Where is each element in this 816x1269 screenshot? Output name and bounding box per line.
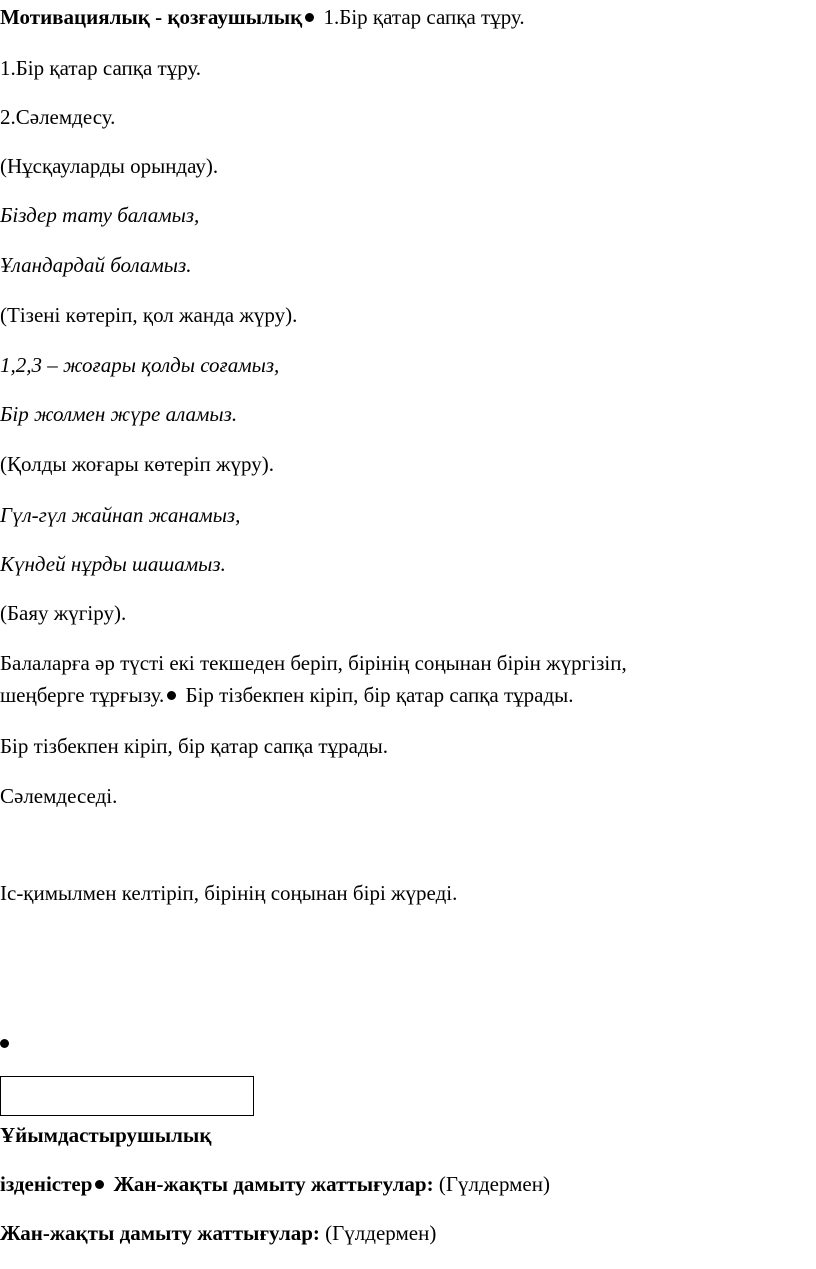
poem-line: Гүл-гүл жайнап жанамыз, xyxy=(0,503,241,527)
bullet-icon xyxy=(167,691,176,700)
standalone-bullet xyxy=(0,1030,13,1056)
text-line: (Тізені көтеріп, қол жанда жүру). xyxy=(0,303,298,327)
text-segment: Бір тізбекпен кіріп, бір қатар сапқа тұрады. xyxy=(185,683,574,707)
exercise-title: Жан-жақты дамыту жаттығулар: xyxy=(0,1221,320,1245)
poem-line: Күндей нұрды шашамыз. xyxy=(0,552,226,576)
text-line: 1.Бір қатар сапқа тұру. xyxy=(0,56,202,80)
section-title-organizational: Ұйымдастырушылық xyxy=(0,1123,212,1147)
text-line xyxy=(0,1171,550,1197)
poem-line: Біздер тату баламыз, xyxy=(0,203,200,227)
bullet-icon xyxy=(95,1180,104,1189)
text-line: Балаларға әр түсті екі текшеден беріп, бірінің соңынан бірін жүргізіп, xyxy=(0,651,627,675)
exercise-note: (Гүлдермен) xyxy=(438,1172,550,1196)
text-line: 2.Сәлемдесу. xyxy=(0,105,116,129)
exercise-title: Жан-жақты дамыту жаттығулар: xyxy=(113,1172,434,1196)
section-title-motivation: Мотивациялық - қозғаушылық xyxy=(0,5,303,29)
poem-line: 1,2,3 – жоғары қолды соғамыз, xyxy=(0,353,280,377)
section-title-search: ізденістер xyxy=(0,1172,93,1196)
text-line xyxy=(0,1220,436,1246)
text-line: 1.Бір қатар сапқа тұру. xyxy=(323,5,525,29)
poem-line: Бір жолмен жүре аламыз. xyxy=(0,402,238,426)
text-line xyxy=(0,682,574,708)
poem-line: Ұландардай боламыз. xyxy=(0,253,192,277)
text-line: Іс-қимылмен келтіріп, бірінің соңынан бірі жүреді. xyxy=(0,881,458,905)
text-line: (Нұсқауларды орындау). xyxy=(0,154,219,178)
text-segment: шеңберге тұрғызу. xyxy=(0,683,165,707)
empty-frame xyxy=(0,1076,254,1116)
text-line: (Қолды жоғары көтеріп жүру). xyxy=(0,452,275,476)
text-line: Бір тізбекпен кіріп, бір қатар сапқа тұрады. xyxy=(0,734,388,758)
section-heading-line xyxy=(0,4,525,30)
bullet-icon xyxy=(0,1039,9,1048)
text-line: (Баяу жүгіру). xyxy=(0,601,127,625)
bullet-icon xyxy=(305,13,314,22)
text-line: Сәлемдеседі. xyxy=(0,784,118,808)
exercise-note: (Гүлдермен) xyxy=(325,1221,437,1245)
